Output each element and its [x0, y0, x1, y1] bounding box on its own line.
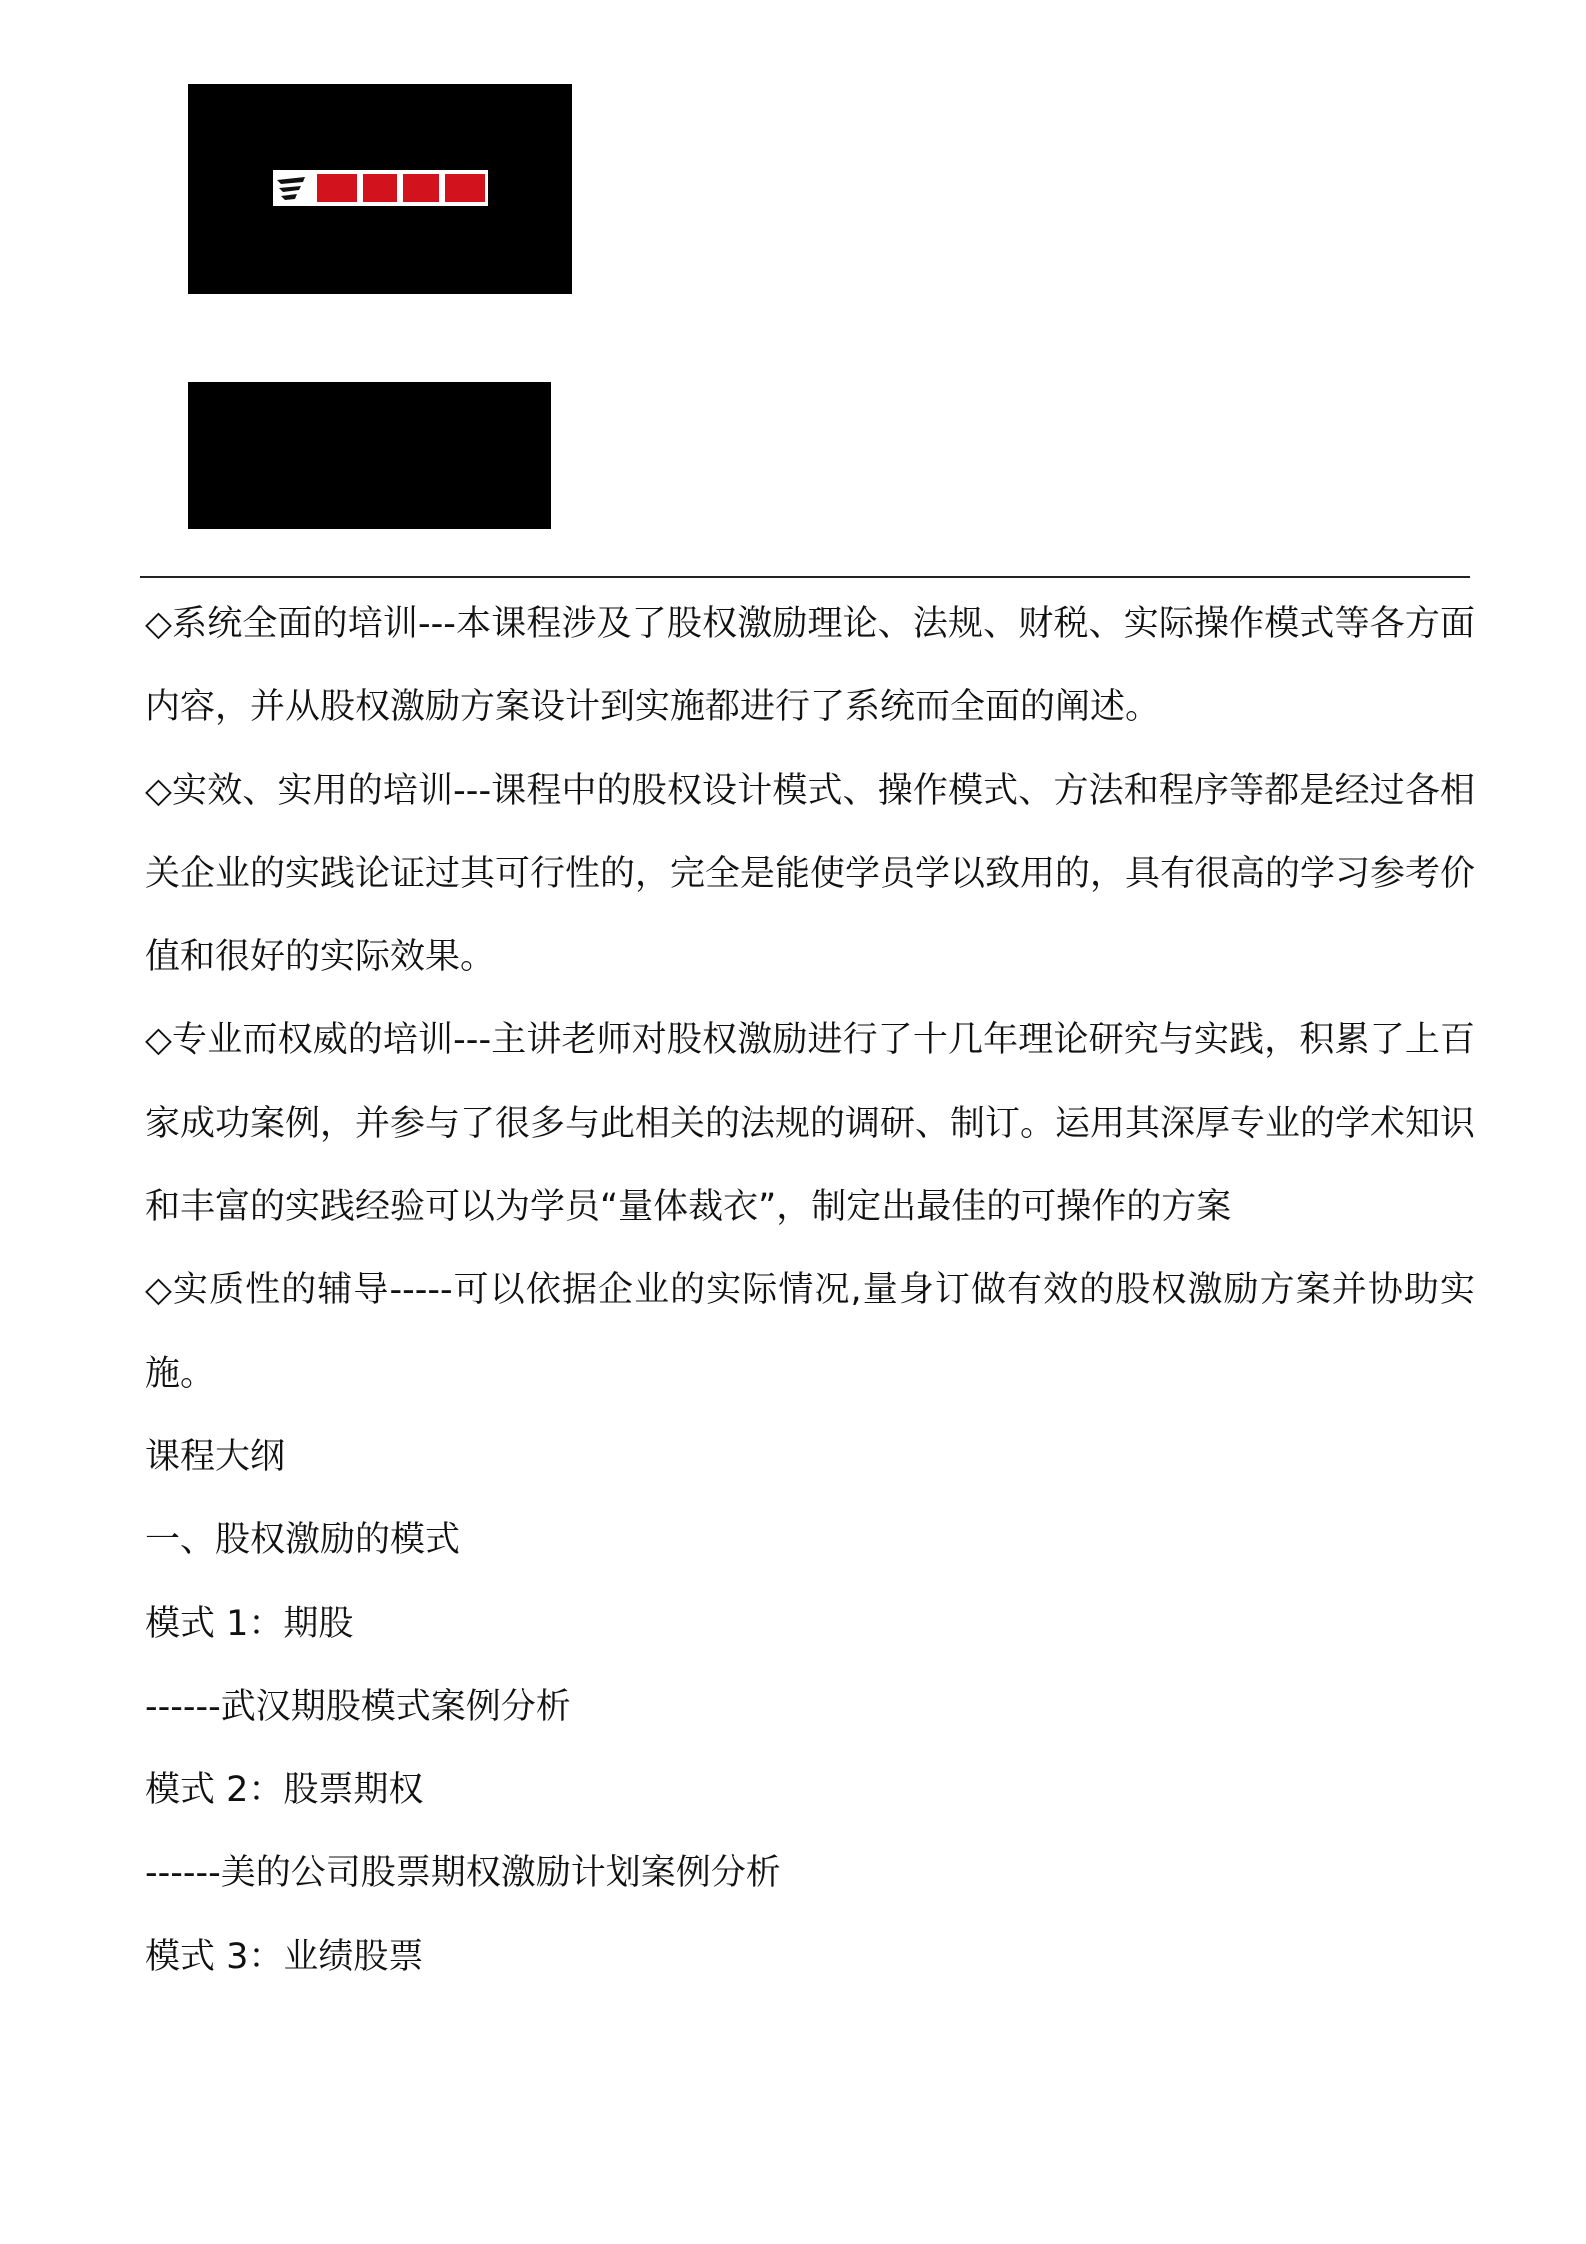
logo-mark-icon	[275, 174, 311, 202]
outline-section-heading: 一、股权激励的模式	[145, 1520, 461, 1561]
logo-glyph	[403, 174, 439, 202]
outline-item: 模式 2：股票期权	[145, 1770, 424, 1811]
outline-item: ------美的公司股票期权激励计划案例分析	[145, 1853, 781, 1894]
logo-image-block	[188, 84, 572, 294]
outline-item: ------武汉期股模式案例分析	[145, 1686, 571, 1727]
paragraph-systematic-training: ◇系统全面的培训---本课程涉及了股权激励理论、法规、财税、实际操作模式等各方面内容，并从股权激励方案设计到实施都进行了系统而全面的阐述。	[145, 604, 1475, 728]
paragraph-substantive-guidance: ◇实质性的辅导-----可以依据企业的实际情况,量身订做有效的股权激励方案并协助实施。	[145, 1270, 1475, 1394]
document-body	[145, 583, 1475, 1999]
header-divider	[140, 576, 1470, 578]
outline-title: 课程大纲	[145, 1436, 286, 1477]
redacted-image-block	[188, 382, 551, 529]
logo-glyph	[317, 174, 357, 202]
logo-glyph	[445, 174, 485, 202]
outline-item: 模式 3：业绩股票	[145, 1936, 424, 1977]
logo-glyph	[363, 174, 397, 202]
paragraph-professional-training: ◇专业而权威的培训---主讲老师对股权激励进行了十几年理论研究与实践，积累了上百家成功案例，并参与了很多与此相关的法规的调研、制订。运用其深厚专业的学术知识和丰富的实践经验可以为学员“量体裁衣”，制定出最佳的可操作的方案	[145, 1020, 1476, 1228]
logo-banner	[273, 170, 488, 206]
outline-item: 模式 1：期股	[145, 1603, 354, 1644]
paragraph-practical-training: ◇实效、实用的培训---课程中的股权设计模式、操作模式、方法和程序等都是经过各相关企业的实践论证过其可行性的，完全是能使学员学以致用的，具有很高的学习参考价值和很好的实际效果。	[145, 770, 1476, 978]
